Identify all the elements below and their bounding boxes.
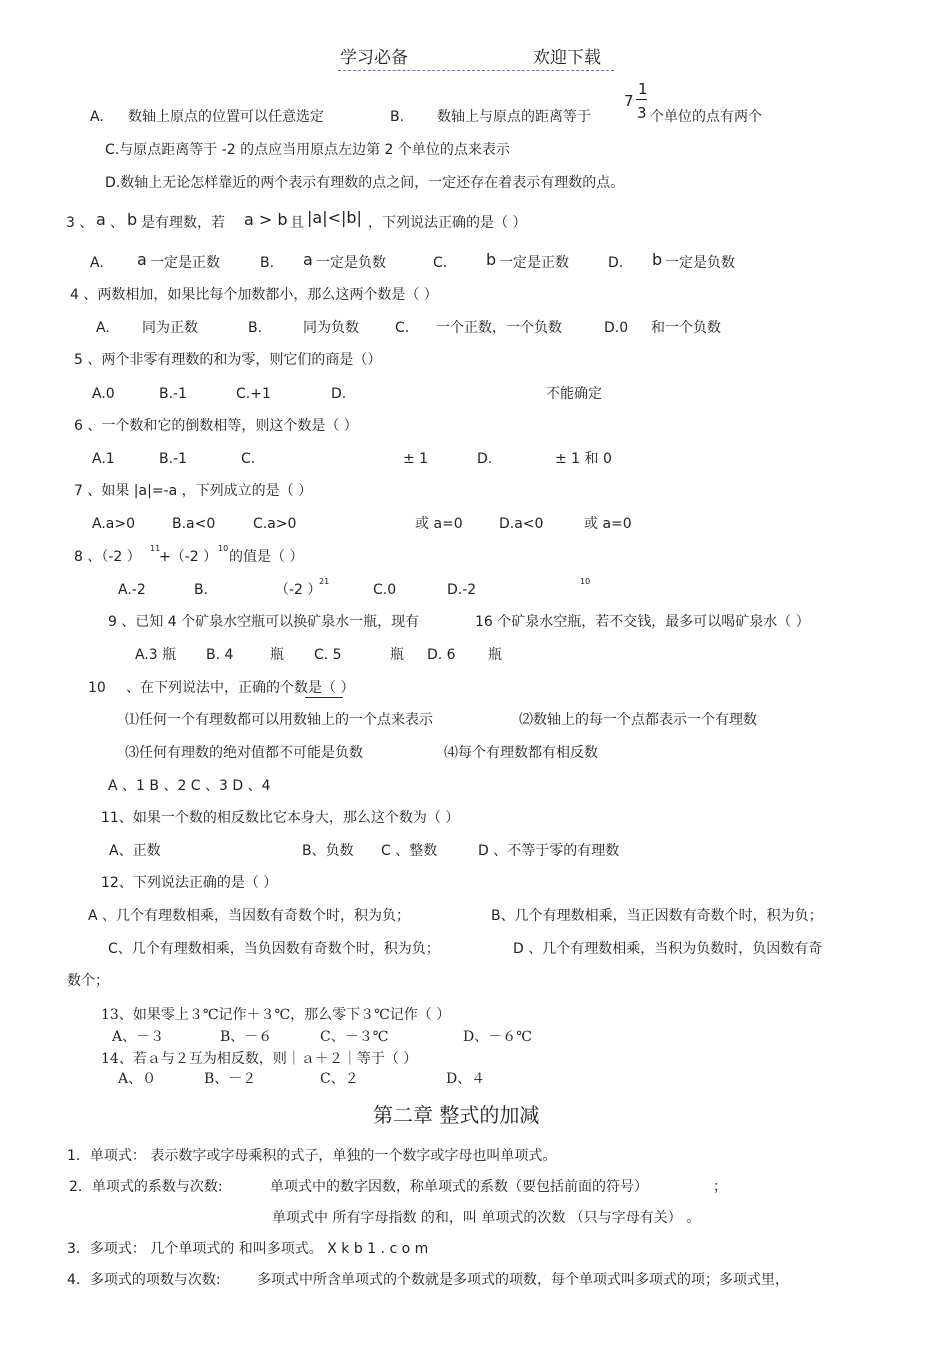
q4-option-c-text: 一个正数，一个负数: [436, 320, 562, 336]
q9-option-d: D. 6: [427, 647, 456, 663]
q8-option-d-exponent: 10: [580, 577, 591, 586]
q2-option-b-text: 数轴上与原点的距离等于: [437, 109, 591, 125]
q2-option-b-tail: 个单位的点有两个: [650, 109, 762, 125]
q5-option-a: A.0: [92, 386, 115, 402]
q4-option-a-letter: A.: [96, 320, 110, 336]
q8-option-b-text: （-2 ）: [275, 582, 322, 598]
q3-stem-2: ，下列说法正确的是（ ）: [368, 215, 527, 231]
q3-option-c-letter: C.: [433, 255, 448, 271]
q8-exponent-1: 11: [150, 544, 161, 553]
q2-option-a-letter: A.: [90, 109, 104, 125]
q10-stem: 、在下列说法中，正确的个数是（ ）: [126, 680, 355, 696]
q7-option-c: C.a>0: [253, 516, 297, 532]
q12-option-c: C、几个有理数相乘，当负因数有奇数个时，积为负；: [108, 941, 440, 957]
q10-underline: [305, 697, 343, 698]
q4-option-b-letter: B.: [248, 320, 263, 336]
q11-option-c: C 、整数: [381, 843, 438, 859]
q3-option-a-var: a: [137, 250, 147, 269]
q12-option-d: D 、几个有理数相乘，当积为负数时，负因数有奇: [513, 941, 823, 957]
q8-option-d: D.-2: [447, 582, 477, 598]
q5-option-b: B.-1: [159, 386, 188, 402]
q12-option-a: A 、几个有理数相乘，当因数有奇数个时，积为负；: [88, 908, 411, 924]
q5-option-d-text: 不能确定: [546, 386, 602, 402]
header-left: 学习必备: [340, 48, 408, 68]
q3-stem-1: 是有理数，若: [141, 215, 225, 231]
q8-option-c: C.0: [373, 582, 397, 598]
q6-option-c-text: ± 1: [403, 451, 429, 467]
definition-2-degree: 单项式中 所有字母指数 的和，叫 单项式的次数 （只与字母有关） 。: [272, 1210, 701, 1226]
q10-statement-1: ⑴任何一个有理数都可以用数轴上的一个点来表示: [125, 712, 433, 728]
q9-option-a: A.3 瓶: [135, 647, 177, 663]
header-divider: [338, 70, 614, 71]
q14-option-b: B、－２: [204, 1071, 257, 1087]
q3-option-a-text: 一定是正数: [150, 255, 220, 271]
definition-4-text: 多项式中所含单项式的个数就是多项式的项数，每个单项式叫多项式的项；多项式里，: [257, 1272, 789, 1288]
q10-statement-4: ⑷每个有理数都有相反数: [444, 745, 598, 761]
q8-stem-2: +（-2 ）: [159, 549, 218, 565]
q7-option-b: B.a<0: [172, 516, 216, 532]
q8-option-b-exponent: 21: [319, 577, 330, 586]
q2-fraction-bar: [636, 99, 647, 100]
q10-statement-3: ⑶任何有理数的绝对值都不可能是负数: [125, 745, 363, 761]
q3-option-b-letter: B.: [260, 255, 275, 271]
q3-number: 3 、: [66, 215, 94, 231]
q13-stem: 13、如果零上３℃记作＋３℃，那么零下３℃记作（ ）: [101, 1007, 451, 1023]
q13-option-a: A、－３: [112, 1029, 165, 1045]
q2-option-b-letter: B.: [390, 109, 405, 125]
q3-option-a-letter: A.: [90, 255, 104, 271]
definition-4-label: 4．多项式的项数与次数:: [67, 1272, 221, 1288]
q14-option-c: C、２: [320, 1071, 359, 1087]
q7-option-d: D.a<0: [499, 516, 544, 532]
q3-option-d-var: b: [652, 250, 663, 269]
q3-var-b: b: [127, 210, 138, 229]
q12-option-b: B、几个有理数相乘，当正因数有奇数个时，积为负；: [491, 908, 823, 924]
q6-option-d-text: ± 1 和 0: [555, 451, 612, 467]
q3-option-d-text: 一定是负数: [665, 255, 735, 271]
q11-stem: 11、如果一个数的相反数比它本身大，那么这个数为（ ）: [101, 810, 460, 826]
q4-stem: 4 、两数相加，如果比每个加数都小，那么这两个数是（ ）: [70, 287, 438, 303]
q10-options: A 、1 B 、2 C 、3 D 、4: [108, 778, 271, 794]
q14-option-d: D、４: [446, 1071, 486, 1087]
q3-and: 且: [290, 215, 304, 231]
q3-option-b-text: 一定是负数: [316, 255, 386, 271]
q4-option-d-letter: D.0: [604, 320, 629, 336]
q3-option-d-letter: D.: [608, 255, 624, 271]
chapter-title: 第二章 整式的加减: [373, 1103, 540, 1127]
q7-option-d-text: 或 a=0: [584, 516, 632, 532]
definition-2-label: 2．单项式的系数与次数:: [69, 1179, 223, 1195]
q11-option-a: A、正数: [109, 843, 161, 859]
q13-option-d: D、－６℃: [463, 1029, 532, 1045]
q6-option-c-letter: C.: [241, 451, 256, 467]
q9-stem-b: 16 个矿泉水空瓶，若不交钱，最多可以喝矿泉水（ ）: [475, 614, 810, 630]
q2-fraction-numerator: 1: [638, 80, 648, 98]
q4-option-c-letter: C.: [395, 320, 410, 336]
q10-statement-2: ⑵数轴上的每一个点都表示一个有理数: [519, 712, 757, 728]
q9-option-d-unit: 瓶: [488, 647, 502, 663]
q11-option-d: D 、不等于零的有理数: [478, 843, 620, 859]
q3-condition: a > b: [244, 210, 288, 229]
q4-option-d-text: 和一个负数: [651, 320, 721, 336]
q14-option-a: A、０: [118, 1071, 157, 1087]
q3-option-c-text: 一定是正数: [499, 255, 569, 271]
q9-option-c-unit: 瓶: [390, 647, 404, 663]
definition-2-semicolon: ；: [713, 1179, 727, 1195]
q9-option-c: C. 5: [314, 647, 342, 663]
q2-fraction-denominator: 3: [637, 104, 647, 122]
q2-option-d: D.数轴上无论怎样靠近的两个表示有理数的点之间，一定还存在着表示有理数的点。: [105, 175, 625, 191]
q7-option-c-text: 或 a=0: [415, 516, 463, 532]
q3-option-c-var: b: [486, 250, 497, 269]
q8-stem-1: 8 、（-2 ）: [74, 549, 141, 565]
q4-option-a-text: 同为正数: [142, 320, 198, 336]
q3-var-a: a: [96, 210, 106, 229]
q10-number: 10: [88, 680, 106, 696]
header-right: 欢迎下载: [533, 48, 601, 68]
q14-stem: 14、若ａ与２互为相反数，则｜ａ＋２｜等于（ ）: [101, 1051, 418, 1067]
q6-option-a: A.1: [92, 451, 115, 467]
q6-stem: 6 、一个数和它的倒数相等，则这个数是（ ）: [74, 418, 358, 434]
q4-option-b-text: 同为负数: [303, 320, 359, 336]
q3-option-b-var: a: [303, 250, 313, 269]
q9-stem-a: 9 、已知 4 个矿泉水空瓶可以换矿泉水一瓶，现有: [108, 614, 420, 630]
q13-option-b: B、－６: [220, 1029, 273, 1045]
q8-stem-3: 的值是（ ）: [229, 549, 304, 565]
q9-option-b: B. 4: [206, 647, 234, 663]
q6-option-b: B.-1: [159, 451, 188, 467]
q5-option-c: C.+1: [236, 386, 271, 402]
definition-3: 3．多项式： 几个单项式的 和叫多项式。 X k b 1 . c o m: [67, 1241, 429, 1257]
q2-option-c: C.与原点距离等于 -2 的点应当用原点左边第 2 个单位的点来表示: [105, 142, 510, 158]
q6-option-d-letter: D.: [477, 451, 493, 467]
q12-stem: 12、下列说法正确的是（ ）: [101, 875, 278, 891]
q2-fraction-whole: 7: [624, 92, 634, 110]
q3-abs-condition: |a|<|b|: [307, 208, 362, 227]
definition-2-coefficient: 单项式中的数字因数，称单项式的系数（要包括前面的符号）: [270, 1179, 648, 1195]
q8-exponent-2: 10: [218, 544, 229, 553]
q8-option-a: A.-2: [118, 582, 146, 598]
q5-option-d-letter: D.: [331, 386, 347, 402]
q7-option-a: A.a>0: [92, 516, 135, 532]
q11-option-b: B、负数: [302, 843, 354, 859]
q7-stem: 7 、如果 |a|=-a ，下列成立的是（ ）: [74, 483, 313, 499]
q5-stem: 5 、两个非零有理数的和为零，则它们的商是（）: [74, 352, 382, 368]
definition-1: 1．单项式： 表示数字或字母乘积的式子，单独的一个数字或字母也叫单项式。: [67, 1148, 557, 1164]
q8-option-b-letter: B.: [194, 582, 209, 598]
q3-sep: 、: [110, 215, 124, 231]
q13-option-c: C、－３℃: [320, 1029, 389, 1045]
q12-option-d-cont: 数个；: [67, 973, 109, 989]
q2-option-a-text: 数轴上原点的位置可以任意选定: [128, 109, 324, 125]
q9-option-b-unit: 瓶: [270, 647, 284, 663]
